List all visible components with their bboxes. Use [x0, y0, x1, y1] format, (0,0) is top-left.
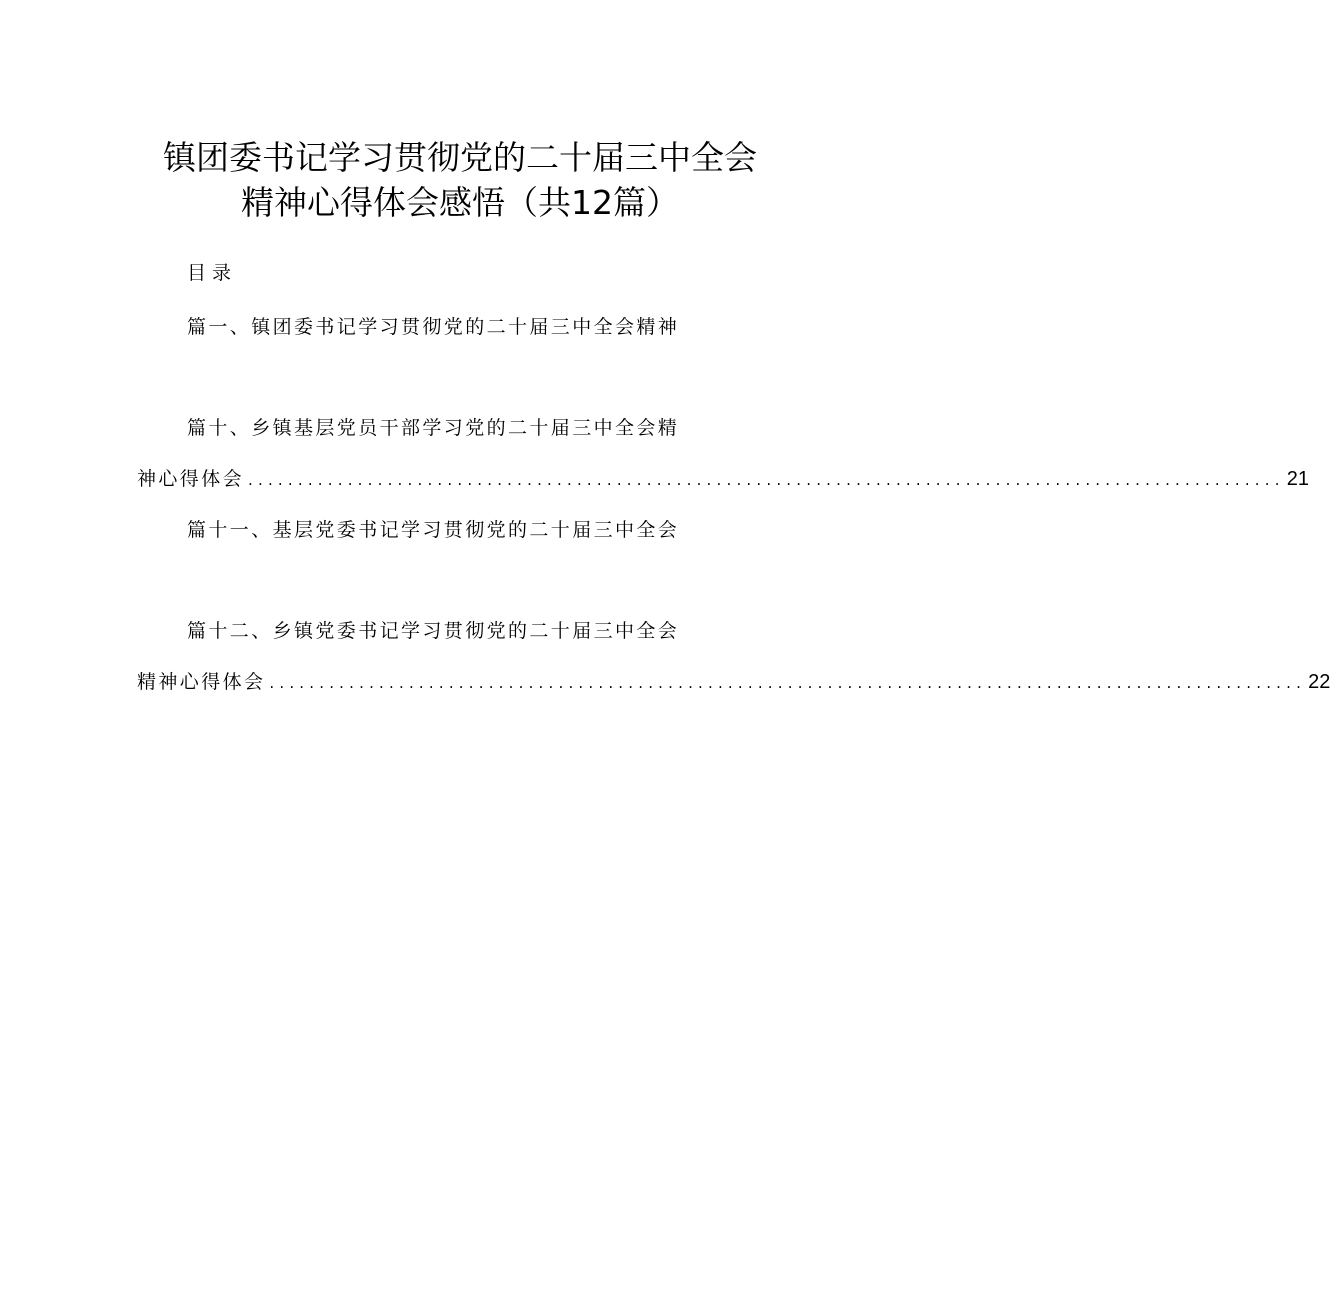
toc-entry-12-line-2: 精神心得体会	[137, 671, 266, 693]
toc-heading: 目录	[187, 262, 238, 284]
document-title-line-1: 镇团委书记学习贯彻党的二十届三中全会	[163, 138, 757, 177]
toc-entry-10-page-number: 21	[1286, 468, 1309, 490]
toc-entry-12[interactable]: 篇十二、乡镇党委书记学习贯彻党的二十届三中全会	[187, 620, 680, 642]
toc-entry-10-line-2: 神心得体会	[137, 468, 245, 490]
dot-leader: ........................................................................................................	[269, 674, 1307, 692]
toc-entry-11[interactable]: 篇十一、基层党委书记学习贯彻党的二十届三中全会	[187, 519, 680, 541]
toc-entry-10[interactable]: 篇十、乡镇基层党员干部学习党的二十届三中全会精	[187, 417, 680, 439]
toc-entry-10-continuation[interactable]	[137, 464, 1309, 494]
document-title-line-2: 精神心得体会感悟（共12篇）	[241, 183, 679, 222]
toc-entry-12-continuation[interactable]	[137, 667, 1330, 697]
toc-entry-1[interactable]: 篇一、镇团委书记学习贯彻党的二十届三中全会精神	[187, 316, 680, 338]
dot-leader: ........................................................................................................	[248, 471, 1285, 489]
toc-entry-12-page-number: 22	[1308, 671, 1330, 693]
